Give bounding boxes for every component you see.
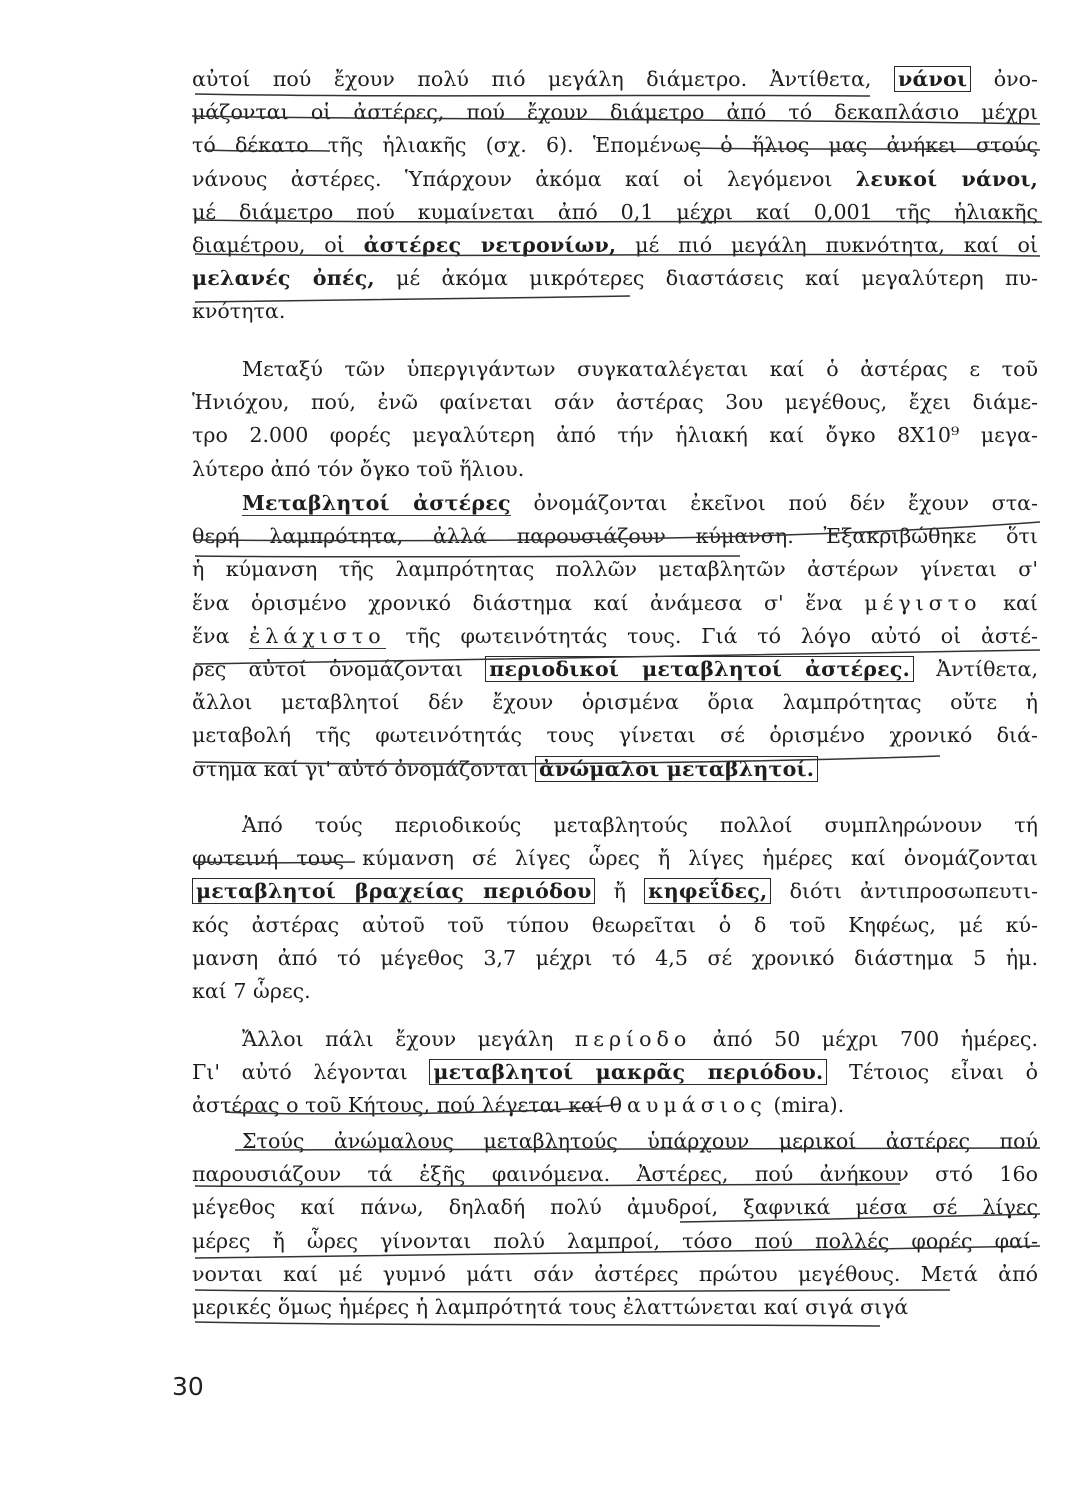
text-segment: τῆς φωτεινότητάς τους. Γιά τό λόγο αὐτό οἱ ἀστέ- [385, 623, 1038, 648]
text-segment: Τέτοιος εἶναι ὁ [827, 1060, 1039, 1085]
bold-term: λευκοί νάνοι, [855, 166, 1038, 191]
text-line [192, 1157, 1038, 1191]
text-segment: διότι ἀντιπροσωπευτι- [771, 879, 1038, 904]
text-segment: ὀνο- [971, 67, 1038, 91]
boxed-term: κηφεΐδες, [644, 878, 771, 904]
text-segment: ἕνα [192, 623, 250, 648]
text-line [192, 1224, 1038, 1258]
text-segment: ὀνομάζονται ἐκεῖνοι πού δέν ἔχουν στα- [510, 491, 1038, 515]
text-segment: καί [981, 590, 1038, 615]
text-segment: θαυμάσιος [609, 1093, 767, 1118]
text-segment: ἀστέρας ο τοῦ Κήτους, πού λέγεται καί [192, 1093, 610, 1118]
boxed-term: μεταβλητοί μακρᾶς περιόδου. [429, 1059, 827, 1085]
text-segment: μάζονται οἱ ἀστέρες, πού ἔχουν διάμετρο ἀπό τό δεκαπλάσιο μέχρι [192, 100, 1038, 125]
text-segment: μερικές ὅμως ἡμέρες ἡ λαμπρότητά τους ἐλαττώνεται καί σιγά σιγά [192, 1295, 909, 1319]
text-segment: Στούς ἀνώμαλους μεταβλητούς ὑπάρχουν μερικοί ἀστέρες πού [242, 1129, 1038, 1153]
text-segment: ἡ κύμανση τῆς λαμπρότητας πολλῶν μεταβλητῶν ἀστέρων γίνεται σ' [192, 557, 1038, 582]
bold-term: Μεταβλητοί ἀστέρες [242, 491, 511, 515]
text-segment: μέρες ἤ ὧρες γίνονται πολύ λαμπροί, τόσο πού πολλές φορές φαί- [192, 1228, 1038, 1253]
text-segment: Ἄλλοι πάλι ἔχουν μεγάλη [242, 1027, 575, 1051]
bold-term: ἀστέρες νετρονίων, [363, 233, 617, 257]
text-segment: ἀπό 50 μέχρι 700 ἡμέρες. [691, 1027, 1038, 1051]
text-segment: μανση ἀπό τό μέγεθος 3,7 μέχρι τό 4,5 σέ χρονικό διάστημα 5 ἡμ. [192, 945, 1038, 970]
text-segment: ρες αὐτοί ὀνομάζονται [192, 657, 486, 681]
text-segment: μέ ἀκόμα μικρότερες διαστάσεις καί μεγαλύτερη πυ- [374, 266, 1038, 291]
text-segment: τρο 2.000 φορές μεγαλύτερη ἀπό τήν ἡλιακή καί ὄγκο 8Χ10⁹ μεγα- [192, 423, 1038, 448]
page-number: 30 [172, 1372, 204, 1401]
text-segment: μέγεθος καί πάνω, δηλαδή πολύ ἀμυδροί, ξαφνικά μέσα σέ λίγες [192, 1195, 1038, 1220]
text-segment: τό δέκατο τῆς ἡλιακῆς (σχ. 6). Ἑπομένως ὁ ἥλιος μας ἀνήκει στούς [192, 133, 1038, 158]
text-segment: Ἡνιόχου, πού, ἐνῶ φαίνεται σάν ἀστέρας 3ου μεγέθους, ἔχει διάμε- [192, 390, 1038, 415]
text-segment: κός ἀστέρας αὐτοῦ τοῦ τύπου θεωρεῖται ὁ δ τοῦ Κηφέως, μέ κύ- [192, 912, 1038, 937]
text-segment: κνότητα. [192, 299, 286, 324]
text-segment: μέγιστο [864, 590, 982, 615]
boxed-term: μεταβλητοί βραχείας περιόδου [192, 878, 595, 904]
boxed-term: νάνοι [894, 66, 971, 92]
text-segment: διαμέτρου, οἱ [192, 233, 364, 257]
text-segment: Ἀντίθετα, [914, 657, 1038, 681]
text-segment: μέ πιό μεγάλη πυκνότητα, καί οἱ [616, 233, 1039, 257]
text-segment: ἕνα ὁρισμένο χρονικό διάστημα καί ἀνάμεσα σ' ἕνα [192, 590, 865, 615]
boxed-term: περιοδικοί μεταβλητοί ἀστέρες. [485, 656, 914, 682]
text-segment: (mira). [766, 1093, 845, 1118]
text-line [192, 1257, 1038, 1291]
text-segment: Μεταξύ τῶν ὑπεργιγάντων συγκαταλέγεται καί ὁ ἀστέρας ε τοῦ [242, 357, 1038, 381]
text-segment: θερή λαμπρότητα, ἀλλά παρουσιάζουν κύμανση. Ἐξακριβώθηκε ὅτι [192, 524, 1038, 549]
text-segment: ἤ [595, 879, 645, 904]
text-segment: μέ διάμετρο πού κυμαίνεται ἀπό 0,1 μέχρι καί 0,001 τῆς ἡλιακῆς [192, 199, 1038, 224]
boxed-term: ἀνώμαλοι μεταβλητοί. [535, 756, 818, 782]
text-segment: ἄλλοι μεταβλητοί δέν ἔχουν ὁρισμένα ὅρια λαμπρότητας οὔτε ἡ [192, 690, 1038, 715]
text-segment: φωτεινή τους κύμανση σέ λίγες ὧρες ἤ λίγες ἡμέρες καί ὀνομάζονται [192, 846, 1038, 871]
text-segment: αὐτοί πού ἔχουν πολύ πιό μεγάλη διάμετρο. Ἀντίθετα, [192, 67, 895, 91]
bold-term: μελανές ὀπές, [192, 266, 375, 291]
text-segment: Γι' αὐτό λέγονται [192, 1060, 430, 1085]
text-line [242, 1124, 1038, 1158]
text-segment: ἐλάχιστο [249, 623, 386, 648]
text-segment: λύτερο ἀπό τόν ὄγκο τοῦ ἥλιου. [192, 456, 525, 481]
text-line [192, 1190, 1038, 1224]
text-segment: Ἀπό τούς περιοδικούς μεταβλητούς πολλοί συμπληρώνουν τή [242, 813, 1038, 837]
text-segment: μεταβολή τῆς φωτεινότητάς τους γίνεται σέ ὁρισμένο χρονικό διά- [192, 723, 1038, 748]
text-line [192, 1290, 1038, 1324]
text-segment: στημα καί γι' αὐτό ὀνομάζονται [192, 756, 535, 781]
text-segment: παρουσιάζουν τά ἑξῆς φαινόμενα. Ἀστέρες, πού ἀνήκουν στό 16ο [192, 1162, 1038, 1187]
text-segment: νονται καί μέ γυμνό μάτι σάν ἀστέρες πρώτου μεγέθους. Μετά ἀπό [192, 1261, 1038, 1286]
text-segment: περίοδο [574, 1027, 692, 1051]
text-segment: καί 7 ὧρες. [192, 979, 311, 1003]
text-segment: νάνους ἀστέρες. Ὑπάρχουν ἀκόμα καί οἱ λεγόμενοι [192, 166, 856, 191]
